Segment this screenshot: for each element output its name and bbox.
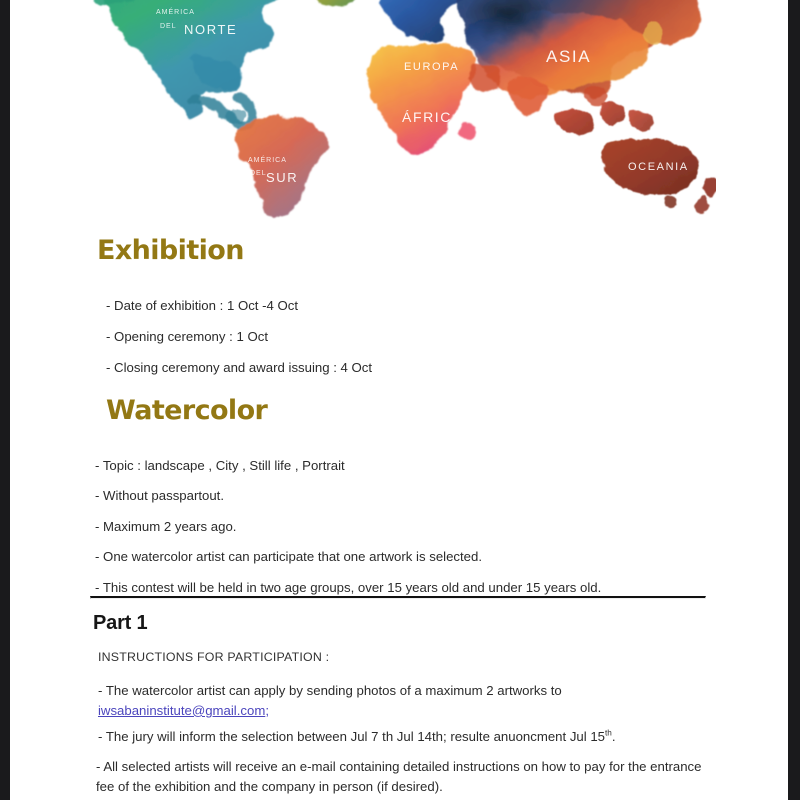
exhibition-line-date: - Date of exhibition : 1 Oct -4 Oct bbox=[106, 298, 299, 313]
watercolor-line-one-artist: - One watercolor artist can participate that one artwork is selected. bbox=[95, 549, 483, 564]
application-email-link[interactable]: iwsabaninstitute@gmail.com bbox=[98, 702, 266, 718]
map-label-north-america-mid: DEL bbox=[160, 23, 177, 30]
map-label-south-america-top: AMÉRICA bbox=[248, 157, 287, 164]
jury-superscript: th bbox=[605, 728, 612, 738]
jury-instruction-text: - The jury will inform the selection between Jul 7 th Jul 14th; resulte anuoncment Jul 15 bbox=[98, 729, 606, 744]
selected-artists-instruction: - All selected artists will receive an e-mail containing detailed instructions on how to pay for the entrance fee of the exhibition and the company in person (if desired). bbox=[96, 759, 702, 794]
document-sheet bbox=[10, 0, 788, 800]
map-label-south-america-mid: DEL bbox=[250, 170, 267, 177]
part-heading: Part 1 bbox=[93, 612, 148, 634]
exhibition-line-opening: - Opening ceremony : 1 Oct bbox=[106, 329, 268, 344]
exhibition-heading: Exhibition bbox=[97, 235, 244, 266]
apply-email-suffix: ; bbox=[265, 702, 269, 718]
watercolor-line-age-groups: - This contest will be held in two age groups, over 15 years old and under 15 years old. bbox=[95, 580, 602, 595]
watercolor-line-maximum: - Maximum 2 years ago. bbox=[95, 519, 237, 534]
map-label-north-america-bottom: NORTE bbox=[184, 22, 238, 37]
jury-suffix: . bbox=[611, 729, 616, 744]
exhibition-line-closing: - Closing ceremony and award issuing : 4 Oct bbox=[106, 360, 373, 375]
world-map-svg bbox=[90, 0, 716, 224]
instructions-label: INSTRUCTIONS FOR PARTICIPATION : bbox=[98, 650, 330, 664]
jury-instruction bbox=[98, 727, 708, 747]
map-label-south-america-bottom: SUR bbox=[266, 170, 299, 185]
map-label-north-america-top: AMÉRICA bbox=[156, 9, 195, 16]
watercolor-line-passpartout: - Without passpartout. bbox=[95, 488, 225, 503]
apply-instruction bbox=[98, 681, 698, 721]
map-label-asia: ASIA bbox=[546, 47, 592, 66]
map-label-europe: EUROPA bbox=[404, 61, 460, 73]
section-divider bbox=[90, 596, 706, 599]
map-label-africa: ÁFRICA bbox=[402, 109, 463, 125]
world-map-figure bbox=[90, 0, 716, 224]
map-label-oceania: OCEANIA bbox=[628, 161, 689, 173]
apply-instruction-text: - The watercolor artist can apply by sending photos of a maximum 2 artworks to bbox=[98, 683, 562, 698]
watercolor-line-topic: - Topic : landscape , City , Still life , Portrait bbox=[95, 458, 345, 473]
watercolor-heading: Watercolor bbox=[106, 395, 268, 426]
